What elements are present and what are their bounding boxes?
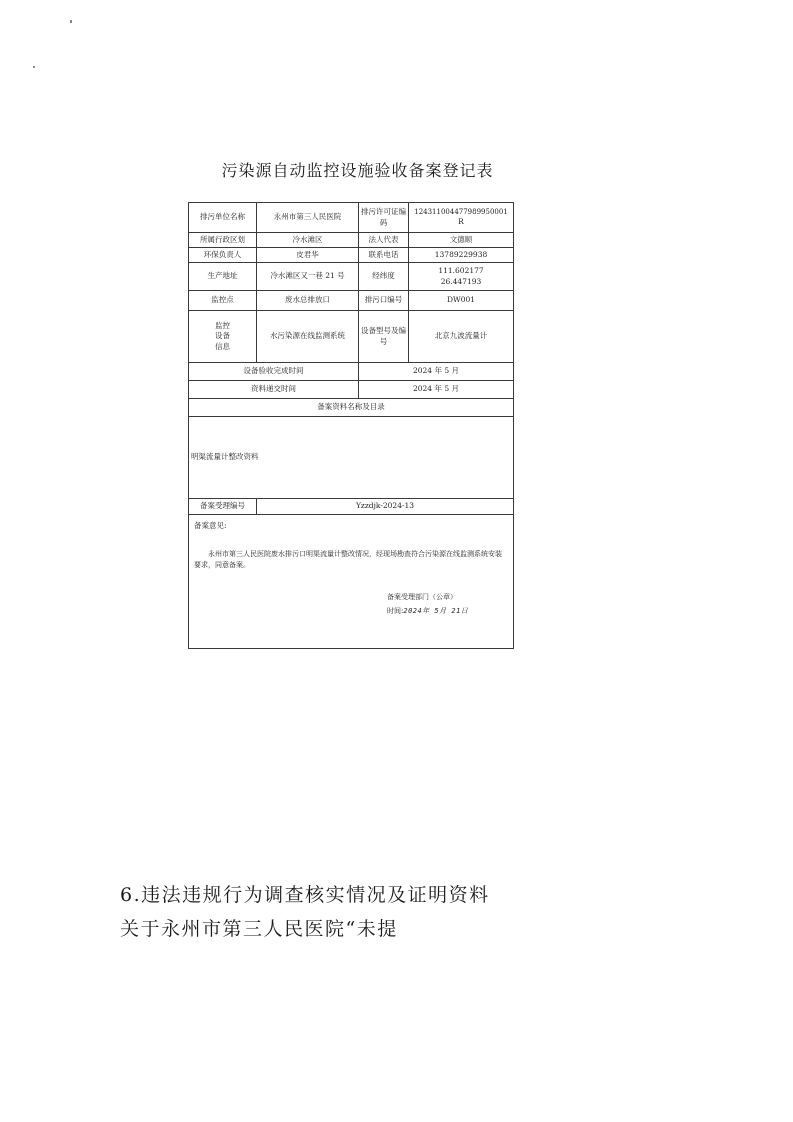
record-no-label: 备案受理编号 <box>189 499 257 515</box>
model-label: 设备型号及编号 <box>359 311 409 363</box>
legal-rep-value: 文德顺 <box>409 233 514 248</box>
opinion-cell <box>189 515 514 649</box>
legal-rep-label: 法人代表 <box>359 233 409 248</box>
district-value: 冷水滩区 <box>257 233 359 248</box>
time-label: 时间: <box>387 607 404 615</box>
permit-label: 排污许可证编码 <box>359 203 409 233</box>
scan-speck <box>70 20 72 23</box>
permit-value <box>409 203 514 233</box>
env-officer-label: 环保负责人 <box>189 248 257 263</box>
phone-value: 13789229938 <box>409 248 514 263</box>
dept-label: 备案受理部门（公章） <box>387 593 457 601</box>
materials-content: 明渠流量计整改资料 <box>189 417 514 499</box>
coord-label: 经纬度 <box>359 263 409 291</box>
unit-value: 永州市第三人民医院 <box>257 203 359 233</box>
coord-lon: 111.602177 <box>438 266 484 276</box>
opinion-text: 永州市第三人民医院废水排污口明渠流量计整改情况，经现场勘查符合污染源在线监测系统安装要求，同意备案。 <box>194 550 502 570</box>
scan-speck <box>33 66 35 68</box>
materials-heading: 备案资料名称及目录 <box>189 399 514 417</box>
outlet-value: DW001 <box>409 291 514 311</box>
section-body: 关于永州市第三人民医院“未提 <box>120 918 398 940</box>
acceptance-time-value: 2024 年 5 月 <box>359 363 514 381</box>
phone-label: 联系电话 <box>359 248 409 263</box>
permit-value-line1: 12431100447798995000​1 <box>414 207 508 216</box>
section-heading: 6.违法违规行为调查核实情况及证明资料 <box>120 884 490 906</box>
outlet-label: 排污口编号 <box>359 291 409 311</box>
device-info-label-1: 监控 <box>215 321 230 331</box>
permit-value-line2: R <box>458 217 464 227</box>
district-label: 所属行政区划 <box>189 233 257 248</box>
address-value: 冷水滩区又一巷 21 号 <box>257 263 359 291</box>
coord-value <box>409 263 514 291</box>
handwritten-date: 2024年 5月 21日 <box>403 607 469 615</box>
env-officer-value: 皮君华 <box>257 248 359 263</box>
acceptance-time-label: 设备验收完成时间 <box>189 363 359 381</box>
monitor-point-label: 监控点 <box>189 291 257 311</box>
submit-time-value: 2024 年 5 月 <box>359 381 514 399</box>
device-info-label <box>189 311 257 363</box>
model-value: 北京九波流量计 <box>409 311 514 363</box>
submit-time-label: 资料递交时间 <box>189 381 359 399</box>
address-label: 生产地址 <box>189 263 257 291</box>
record-table <box>188 202 514 649</box>
device-info-label-3: 信息 <box>215 341 230 351</box>
device-info-label-2: 设备 <box>215 331 230 341</box>
coord-lat: 26.447193 <box>440 276 482 286</box>
monitor-point-value: 废水总排放口 <box>257 291 359 311</box>
opinion-label: 备案意见: <box>194 521 227 530</box>
record-no-value: Yzzdjk-2024-13 <box>257 499 514 515</box>
unit-label: 排污单位名称 <box>189 203 257 233</box>
page-title: 污染源自动监控设施验收备案登记表 <box>221 161 494 180</box>
opinion-time <box>387 607 468 616</box>
device-info-value: 水污染源在线监测系统 <box>257 311 359 363</box>
